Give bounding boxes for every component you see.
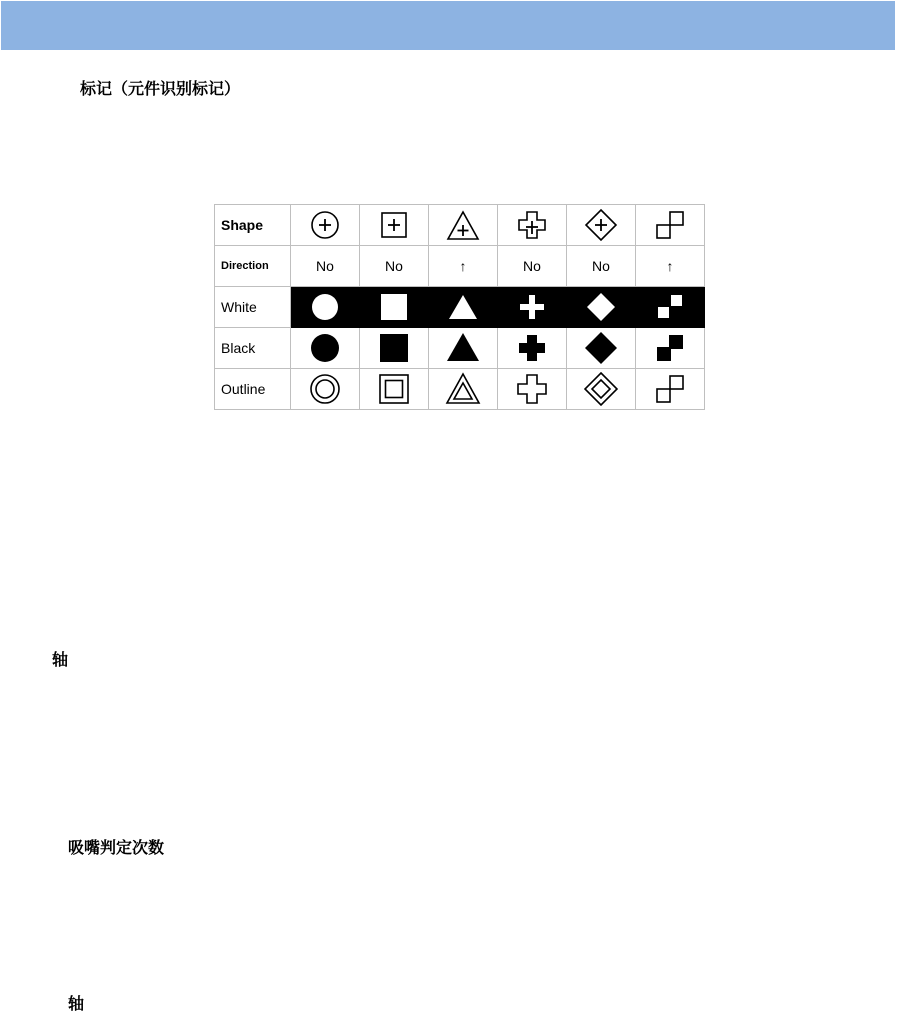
white-circle-icon bbox=[310, 292, 340, 322]
direction-cell: No bbox=[567, 246, 636, 287]
cross-plus-icon bbox=[515, 208, 549, 242]
direction-cell: No bbox=[360, 246, 429, 287]
direction-row-label: Direction bbox=[215, 246, 291, 287]
direction-row bbox=[215, 246, 705, 287]
square-plus-icon bbox=[377, 208, 411, 242]
axis-heading: 轴 bbox=[68, 994, 85, 1013]
marker-heading: 标记（元件识别标记） bbox=[80, 79, 241, 98]
black-square-icon bbox=[378, 332, 410, 364]
outline-cross-icon bbox=[516, 373, 548, 405]
circle-plus-icon bbox=[308, 208, 342, 242]
direction-cell: ↑ bbox=[636, 246, 705, 287]
triangle-plus-icon bbox=[445, 208, 481, 242]
shape-row bbox=[215, 205, 705, 246]
header-band bbox=[1, 1, 895, 50]
outline-square-icon bbox=[378, 373, 410, 405]
black-cross-icon bbox=[517, 333, 547, 363]
black-circle-icon bbox=[309, 332, 341, 364]
white-triangle-icon bbox=[447, 292, 479, 322]
outline-double-square-icon bbox=[654, 373, 686, 405]
outline-circle-icon bbox=[309, 373, 341, 405]
direction-cell: ↑ bbox=[429, 246, 498, 287]
shape-table bbox=[214, 204, 705, 410]
diamond-plus-icon bbox=[584, 208, 618, 242]
outline-row bbox=[215, 369, 705, 410]
white-square-icon bbox=[379, 292, 409, 322]
axis-heading: 轴 bbox=[52, 650, 69, 669]
nozzle-judgment-count-heading: 吸嘴判定次数 bbox=[68, 838, 165, 857]
outline-triangle-icon bbox=[445, 372, 481, 406]
white-double-square-icon bbox=[655, 292, 685, 322]
black-diamond-icon bbox=[584, 331, 618, 365]
black-row bbox=[215, 328, 705, 369]
direction-cell: No bbox=[498, 246, 567, 287]
direction-cell: No bbox=[291, 246, 360, 287]
double-square-icon bbox=[653, 208, 687, 242]
shape-row-label: Shape bbox=[215, 205, 291, 246]
black-triangle-icon bbox=[445, 331, 481, 365]
white-row-label: White bbox=[215, 287, 291, 328]
outline-diamond-icon bbox=[584, 372, 618, 406]
white-row bbox=[215, 287, 705, 328]
black-row-label: Black bbox=[215, 328, 291, 369]
white-cross-icon bbox=[517, 292, 547, 322]
white-diamond-icon bbox=[585, 291, 617, 323]
black-double-square-icon bbox=[655, 333, 685, 363]
outline-row-label: Outline bbox=[215, 369, 291, 410]
